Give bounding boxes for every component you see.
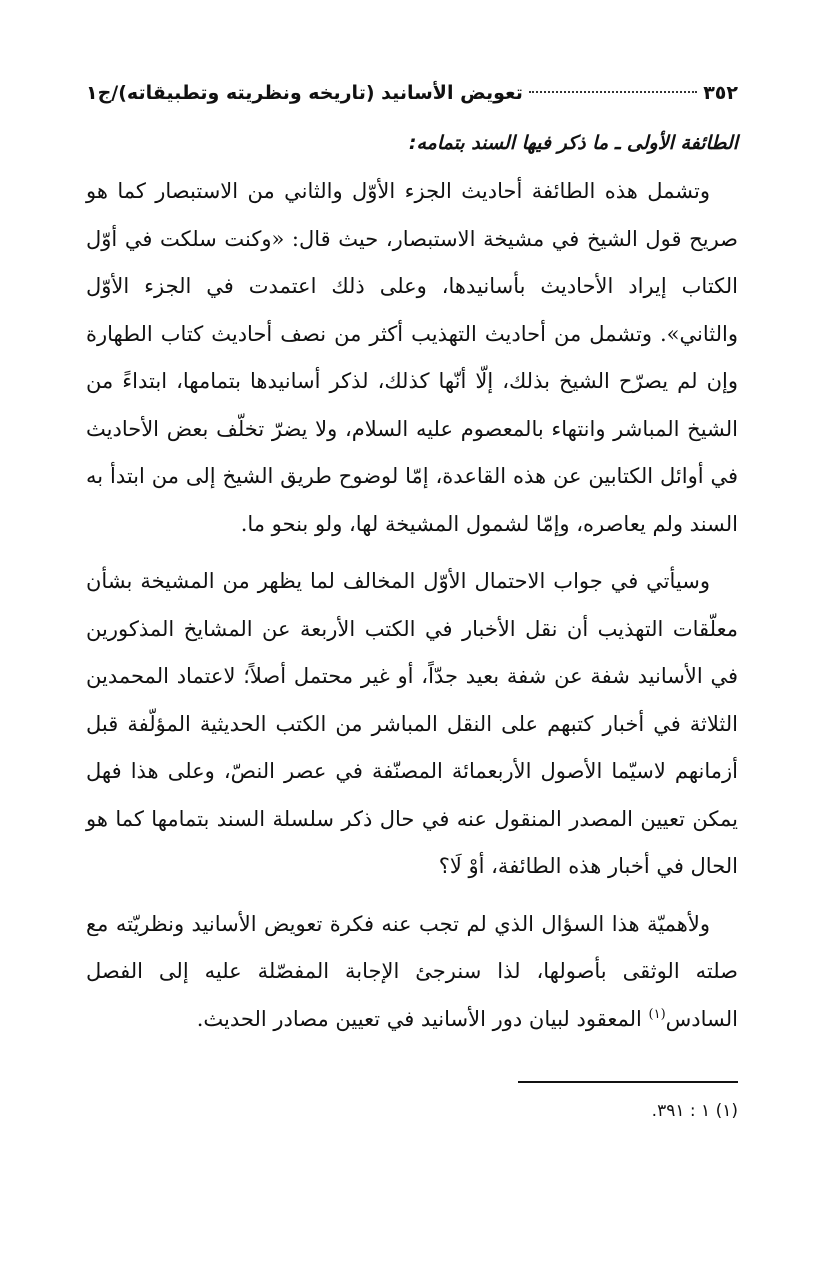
paragraph-3 (86, 901, 738, 1044)
section-heading: الطائفة الأولى ـ ما ذكر فيها السند بتمامه: (408, 132, 738, 154)
paragraph-2: وسيأتي في جواب الاحتمال الأوّل المخالف لما يظهر من المشيخة بشأن معلّقات التهذيب أن نقل الأخبار في الكتب الأربعة عن المشايخ المذكورين في الأسانيد شفة عن شفة بعيد جدّاً، أو غير محتمل أصلاً؛ لاعتماد المحمدين الثلاثة في أخبار كتبهم على النقل المباشر من الكتب الحديثية المؤلّفة قبل أزمانهم لاسيّما الأصول الأربعمائة المصنّفة في عصر النصّ، وعلى هذا فهل يمكن تعيين المصدر المنقول عنه في حال ذكر سلسلة السند بتمامها كما هو الحال في أخبار هذه الطائفة، أوْ لَا؟ (86, 569, 738, 878)
paragraph-1: وتشمل هذه الطائفة أحاديث الجزء الأوّل والثاني من الاستبصار كما هو صريح قول الشيخ في مشيخة الاستبصار، حيث قال: «وكنت سلكت في أوّل الكتاب إيراد الأحاديث بأسانيدها، وعلى ذلك اعتمدت في الجزء الأوّل والثاني». وتشمل من أحاديث التهذيب أكثر من نصف أحاديث كتاب الطهارة وإن لم يصرّح الشيخ بذلك، إلّا أنّها كذلك، لذكر أسانيدها بتمامها، ابتداءً من الشيخ المباشر وانتهاء بالمعصوم عليه السلام، ولا يضرّ تخلّف بعض الأحاديث في أوائل الكتابين عن هذه القاعدة، إمّا لوضوح طريق الشيخ إلى من ابتدأ به السند ولم يعاصره، وإمّا لشمول المشيخة لها، ولو بنحو ما. (86, 179, 738, 536)
footnote-reference[interactable]: (١) (648, 1006, 666, 1022)
page-number: ٣٥٢ (703, 82, 738, 104)
footnote-1: (١) ١ : ٣٩١. (651, 1101, 738, 1121)
header-leader-dots (529, 91, 697, 93)
paragraph-3-text-after: المعقود لبيان دور الأسانيد في تعيين مصادر الحديث. (196, 1006, 649, 1031)
paragraph-3-text-before: ولأهميّة هذا السؤال الذي لم تجب عنه فكرة تعويض الأسانيد ونظريّته مع صلته الوثقى بأصولها، لذا سنرجئ الإجابة المفصّلة عليه إلى الفصل السادس (86, 911, 738, 1031)
footnote-divider (518, 1081, 738, 1083)
book-title: تعويض الأسانيد (تاريخه ونظريته وتطبيقاته)/ج١ (86, 82, 523, 104)
running-header (86, 78, 738, 108)
